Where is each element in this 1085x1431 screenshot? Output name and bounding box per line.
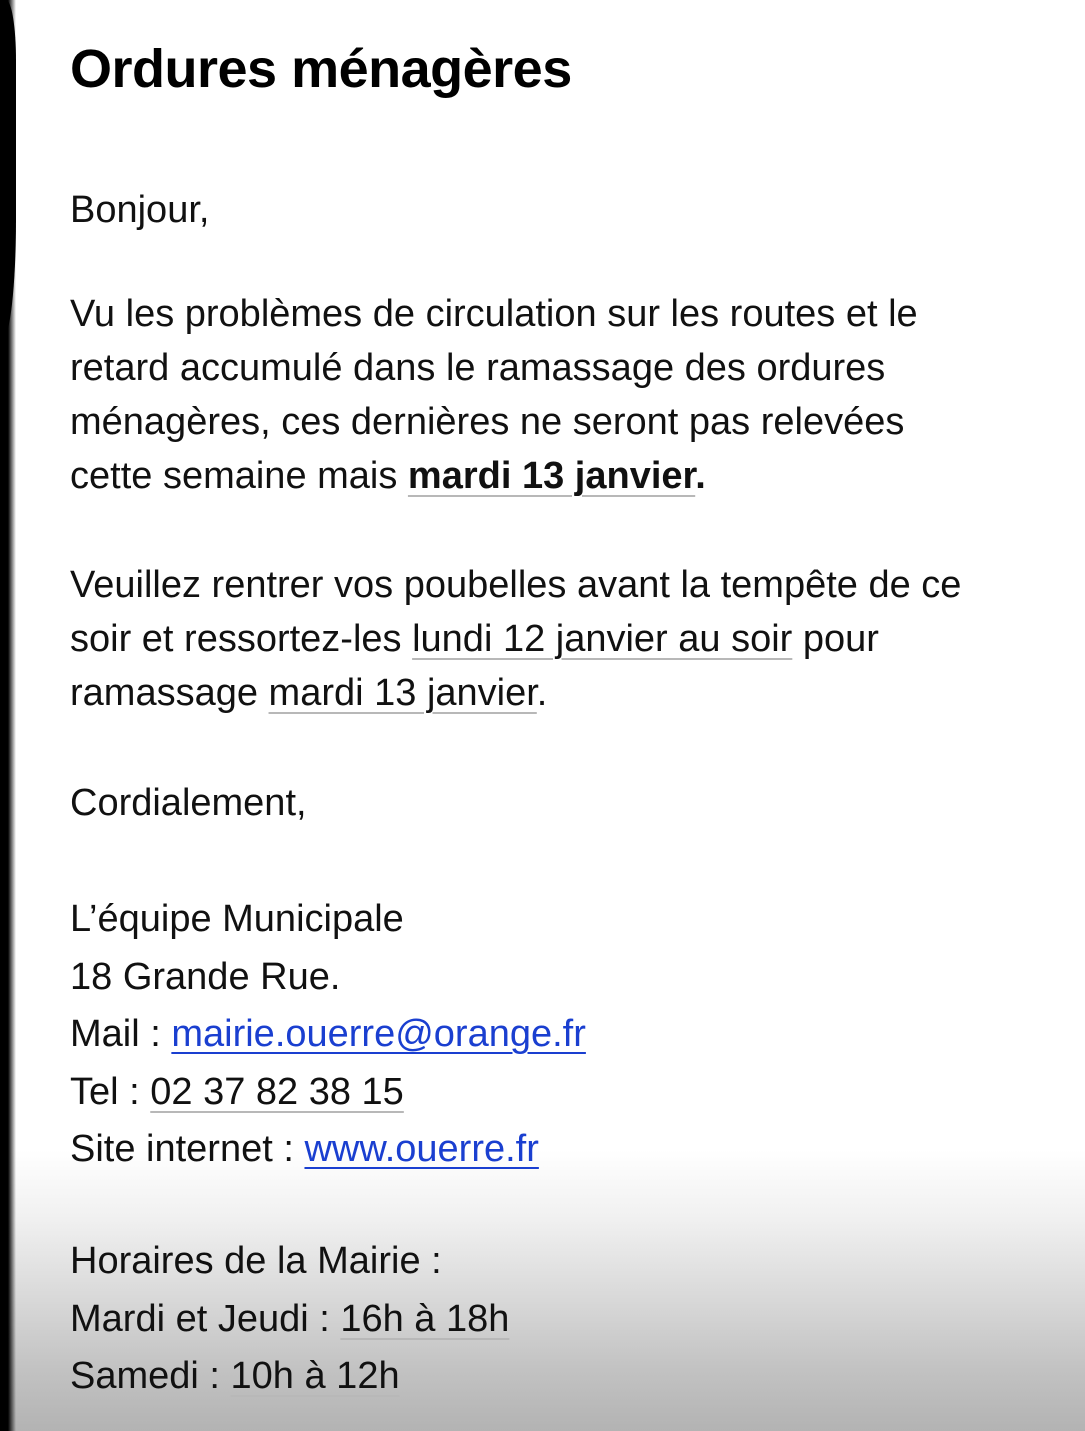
paragraph-1-line-1: Vu les problèmes de circulation sur les routes et le	[70, 293, 918, 335]
hours-heading: Horaires de la Mairie :	[70, 1240, 442, 1282]
hours-line-2-label: Samedi :	[70, 1355, 231, 1397]
hours-line-2-value[interactable]: 10h à 12h	[230, 1355, 400, 1397]
paragraph-2	[70, 558, 961, 720]
paragraph-2-line-1: Veuillez rentrer vos poubelles avant la tempête de ce	[70, 564, 962, 606]
paragraph-1-line-4-suffix: .	[695, 455, 706, 497]
mail-label: Mail :	[70, 1013, 172, 1055]
paragraph-2-line-2	[70, 612, 961, 666]
signature-mail	[70, 1006, 586, 1064]
site-label: Site internet :	[70, 1128, 305, 1170]
tel-label: Tel :	[70, 1070, 151, 1113]
paragraph-1-line-4	[70, 449, 918, 503]
hours-line-2	[70, 1348, 509, 1406]
tel-number[interactable]: 02 37 82 38 15	[150, 1070, 404, 1113]
date-detected-mardi-13-second[interactable]: mardi 13 janvier	[268, 672, 537, 714]
paragraph-2-line-3-prefix: ramassage	[70, 672, 269, 714]
email-title: Ordures ménagères	[70, 39, 572, 99]
hours-line-1-value[interactable]: 16h à 18h	[340, 1297, 510, 1340]
paragraph-2-line-2-prefix: soir et ressortez-les	[70, 618, 413, 660]
hours-line-1-label: Mardi et Jeudi :	[70, 1297, 341, 1340]
signature-site	[70, 1121, 586, 1179]
paragraph-1-line-4-prefix: cette semaine mais	[70, 455, 408, 497]
paragraph-1-line-2: retard accumulé dans le ramassage des ordures	[70, 347, 886, 389]
date-detected-mardi-13[interactable]: mardi 13 janvier	[407, 455, 696, 497]
closing: Cordialement,	[70, 782, 307, 824]
date-detected-lundi-12[interactable]: lundi 12 janvier au soir	[412, 618, 793, 660]
paragraph-2-line-3-suffix: .	[536, 672, 548, 714]
opening-hours	[70, 1233, 509, 1406]
signature-team: L’équipe Municipale	[70, 898, 404, 940]
signature	[70, 891, 586, 1179]
hours-line-1	[70, 1291, 509, 1349]
paragraph-2-line-2-suffix: pour	[792, 618, 879, 660]
paragraph-1	[70, 287, 918, 503]
signature-address: 18 Grande Rue.	[70, 955, 341, 998]
paragraph-2-line-3	[70, 666, 961, 720]
greeting: Bonjour,	[70, 189, 210, 231]
website-link[interactable]: www.ouerre.fr	[304, 1128, 539, 1170]
signature-tel	[70, 1064, 586, 1122]
paragraph-1-line-3: ménagères, ces dernières ne seront pas relevées	[70, 401, 905, 443]
mail-link[interactable]: mairie.ouerre@orange.fr	[171, 1013, 586, 1055]
